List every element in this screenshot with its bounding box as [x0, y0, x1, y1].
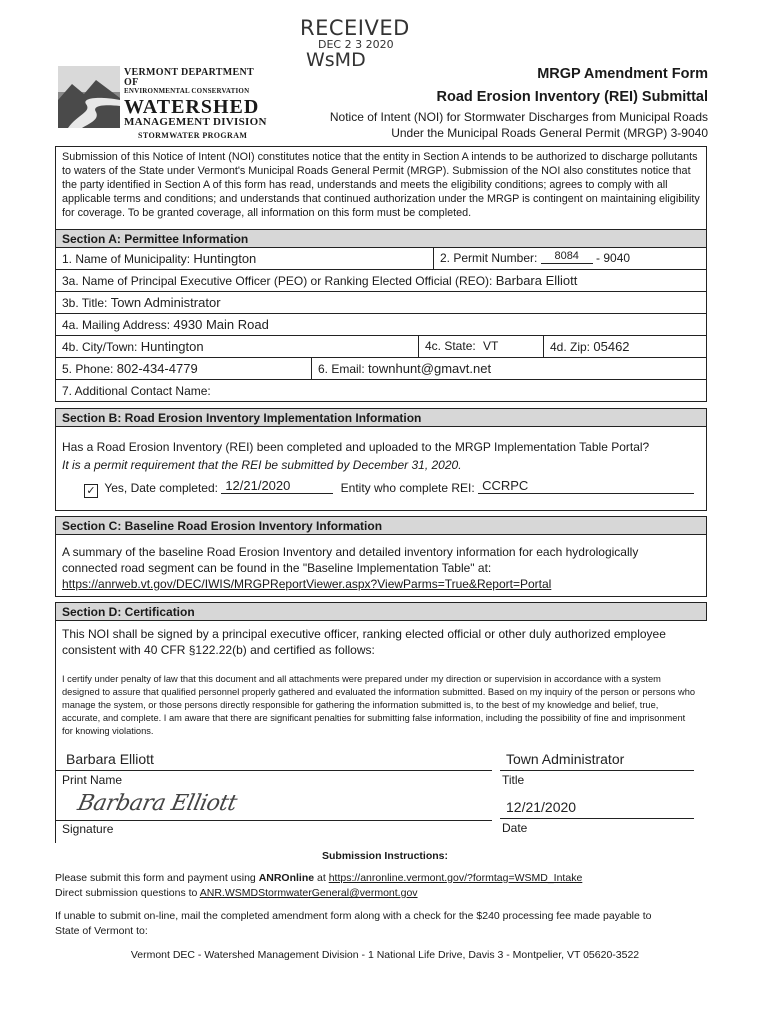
- section-d-body: [55, 621, 707, 843]
- date-label: Date: [502, 821, 528, 835]
- submit-online-at: at: [314, 872, 329, 884]
- date-completed-field[interactable]: 12/21/2020: [221, 479, 333, 494]
- submission-line-1: [55, 872, 582, 884]
- print-name-field[interactable]: Barbara Elliott: [66, 751, 154, 767]
- signature-label: Signature: [62, 822, 114, 836]
- section-c-text-1: A summary of the baseline Road Erosion Inventory and detailed inventory information for each hydrologically: [62, 545, 639, 559]
- watershed-logo: [58, 66, 268, 140]
- address-field[interactable]: 4930 Main Road: [173, 317, 269, 332]
- logo-line-3: WATERSHED: [124, 96, 260, 118]
- section-b-body: [55, 427, 707, 511]
- logo-line-2: ENVIRONMENTAL CONSERVATION: [124, 87, 250, 95]
- contact-label: 7. Additional Contact Name:: [62, 384, 211, 398]
- stamp-date: DEC 2 3 2020: [318, 38, 394, 51]
- form-subtitle: Road Erosion Inventory (REI) Submittal: [436, 89, 708, 105]
- submission-line-3: If unable to submit on-line, mail the completed amendment form along with a check for the $240 processing fee made payable to: [55, 910, 652, 922]
- signature-date-field[interactable]: 12/21/2020: [506, 799, 577, 815]
- submit-online-text: Please submit this form and payment using: [55, 872, 259, 884]
- form-title: MRGP Amendment Form: [537, 66, 708, 82]
- mailing-address: Vermont DEC - Watershed Management Division - 1 National Life Drive, Davis 3 - Montpelier, VT 05620-3522: [130, 949, 640, 961]
- address-label: 4a. Mailing Address:: [62, 318, 171, 332]
- section-d-text-1: This NOI shall be signed by a principal executive officer, ranking elected official or other duly authorized employee: [62, 627, 666, 641]
- section-b-heading: Section B: Road Erosion Inventory Implementation Information: [55, 408, 707, 427]
- section-b-question: Has a Road Erosion Inventory (REI) been completed and uploaded to the MRGP Implementation Table Portal?: [62, 440, 650, 454]
- row-contact: [55, 380, 707, 402]
- zip-label: 4d. Zip:: [550, 340, 591, 354]
- section-a-heading: Section A: Permittee Information: [55, 229, 707, 248]
- email-field[interactable]: townhunt@gmavt.net: [368, 361, 492, 376]
- questions-text: Direct submission questions to: [55, 887, 200, 899]
- municipality-label: 1. Name of Municipality:: [62, 252, 191, 266]
- signature-field[interactable]: Barbara Elliott: [75, 791, 239, 816]
- city-label: 4b. City/Town:: [62, 340, 138, 354]
- anronline-link[interactable]: https://anronline.vermont.gov/?formtag=WSMD_Intake: [328, 872, 583, 884]
- municipality-field[interactable]: Huntington: [193, 251, 257, 266]
- peo-name-field[interactable]: Barbara Elliott: [495, 273, 578, 288]
- title-field[interactable]: Town Administrator: [110, 295, 221, 310]
- yes-date-label: Yes, Date completed:: [104, 481, 218, 495]
- state-field[interactable]: VT: [483, 339, 499, 353]
- logo-line-1: VERMONT DEPARTMENT OF: [124, 67, 254, 88]
- stamp-received: RECEIVED: [300, 16, 410, 40]
- landscape-image: [58, 66, 120, 128]
- permit-number-suffix: - 9040: [596, 251, 631, 265]
- email-label: 6. Email:: [318, 362, 365, 376]
- phone-field[interactable]: 802-434-4779: [116, 361, 198, 376]
- section-c-body: [55, 535, 707, 597]
- city-field[interactable]: Huntington: [140, 339, 204, 354]
- row-phone-email: [55, 358, 707, 380]
- permit-number-field[interactable]: 8084: [541, 249, 593, 264]
- baseline-table-link[interactable]: https://anrweb.vt.gov/DEC/IWIS/MRGPReportViewer.aspx?ViewParms=True&Report=Portal: [62, 577, 552, 591]
- signer-title-field[interactable]: Town Administrator: [506, 751, 625, 767]
- peo-label: 3a. Name of Principal Executive Officer (PEO) or Ranking Elected Official (REO):: [62, 274, 493, 288]
- anronline-label: ANROnline: [258, 872, 315, 884]
- form-description-2: Under the Municipal Roads General Permit (MRGP) 3-9040: [391, 126, 708, 140]
- section-c-heading: Section C: Baseline Road Erosion Inventory Information: [55, 516, 707, 535]
- logo-line-4: MANAGEMENT DIVISION: [124, 116, 267, 128]
- stamp-org: WsMD: [306, 49, 366, 71]
- form-title-block: [330, 64, 708, 141]
- questions-email-link[interactable]: ANR.WSMDStormwaterGeneral@vermont.gov: [199, 887, 418, 899]
- row-city-state-zip: [55, 336, 707, 358]
- zip-field[interactable]: 05462: [593, 339, 630, 354]
- section-c-text-2: connected road segment can be found in the "Baseline Implementation Table" at:: [62, 561, 492, 575]
- title-label: 3b. Title:: [62, 296, 108, 310]
- row-peo: [55, 270, 707, 292]
- section-d-heading: Section D: Certification: [55, 602, 707, 621]
- title-label-d: Title: [502, 773, 525, 787]
- submission-heading: Submission Instructions:: [321, 850, 448, 862]
- rei-completed-checkbox[interactable]: ✓: [84, 484, 98, 498]
- print-name-label: Print Name: [62, 773, 123, 787]
- permit-number-label: 2. Permit Number:: [440, 251, 538, 265]
- entity-label: Entity who complete REI:: [340, 481, 475, 495]
- section-b-requirement: It is a permit requirement that the REI be submitted by December 31, 2020.: [62, 458, 462, 472]
- phone-label: 5. Phone:: [62, 362, 114, 376]
- certification-statement: I certify under penalty of law that this document and all attachments were prepared under my direction or supervision in accordance with a system designed to assure that qualified personnel properly gathered and evaluated the information submitted. Based on my inquiry of the person or persons who manage the system, or those persons directly responsible for gathering the information submitted is, to the best of my knowledge and belief, true, accurate, and complete. I am aware that there are significant penalties for submitting false information, including the possibility of fine and imprisonment for knowing violations.: [62, 674, 696, 736]
- submission-line-4: State of Vermont to:: [55, 925, 148, 937]
- received-stamp: [300, 16, 410, 71]
- state-label: 4c. State:: [425, 339, 476, 353]
- intro-notice: Submission of this Notice of Intent (NOI) constitutes notice that the entity in Section A intends to be authorized to discharge pollutants to waters of the State under Vermont's Municipal Roads General Permit (MRGP). Submission of the NOI also constitutes notice that the party identified in Section A of this form has read, understands and meets the eligibility conditions; agrees to comply with all applicable terms and conditions; and understands that continued authorization under the MRGP is contingent on maintaining eligibility for coverage. To be granted coverage, all information on this form must be completed.: [55, 146, 707, 230]
- form-description-1: Notice of Intent (NOI) for Stormwater Discharges from Municipal Roads: [329, 110, 708, 124]
- row-municipality: [55, 248, 707, 270]
- row-address: [55, 314, 707, 336]
- section-d-text-2: consistent with 40 CFR §122.22(b) and certified as follows:: [62, 643, 375, 657]
- logo-line-5: STORMWATER PROGRAM: [138, 131, 248, 140]
- entity-field[interactable]: CCRPC: [478, 479, 694, 494]
- submission-line-2: [55, 887, 418, 899]
- row-title: [55, 292, 707, 314]
